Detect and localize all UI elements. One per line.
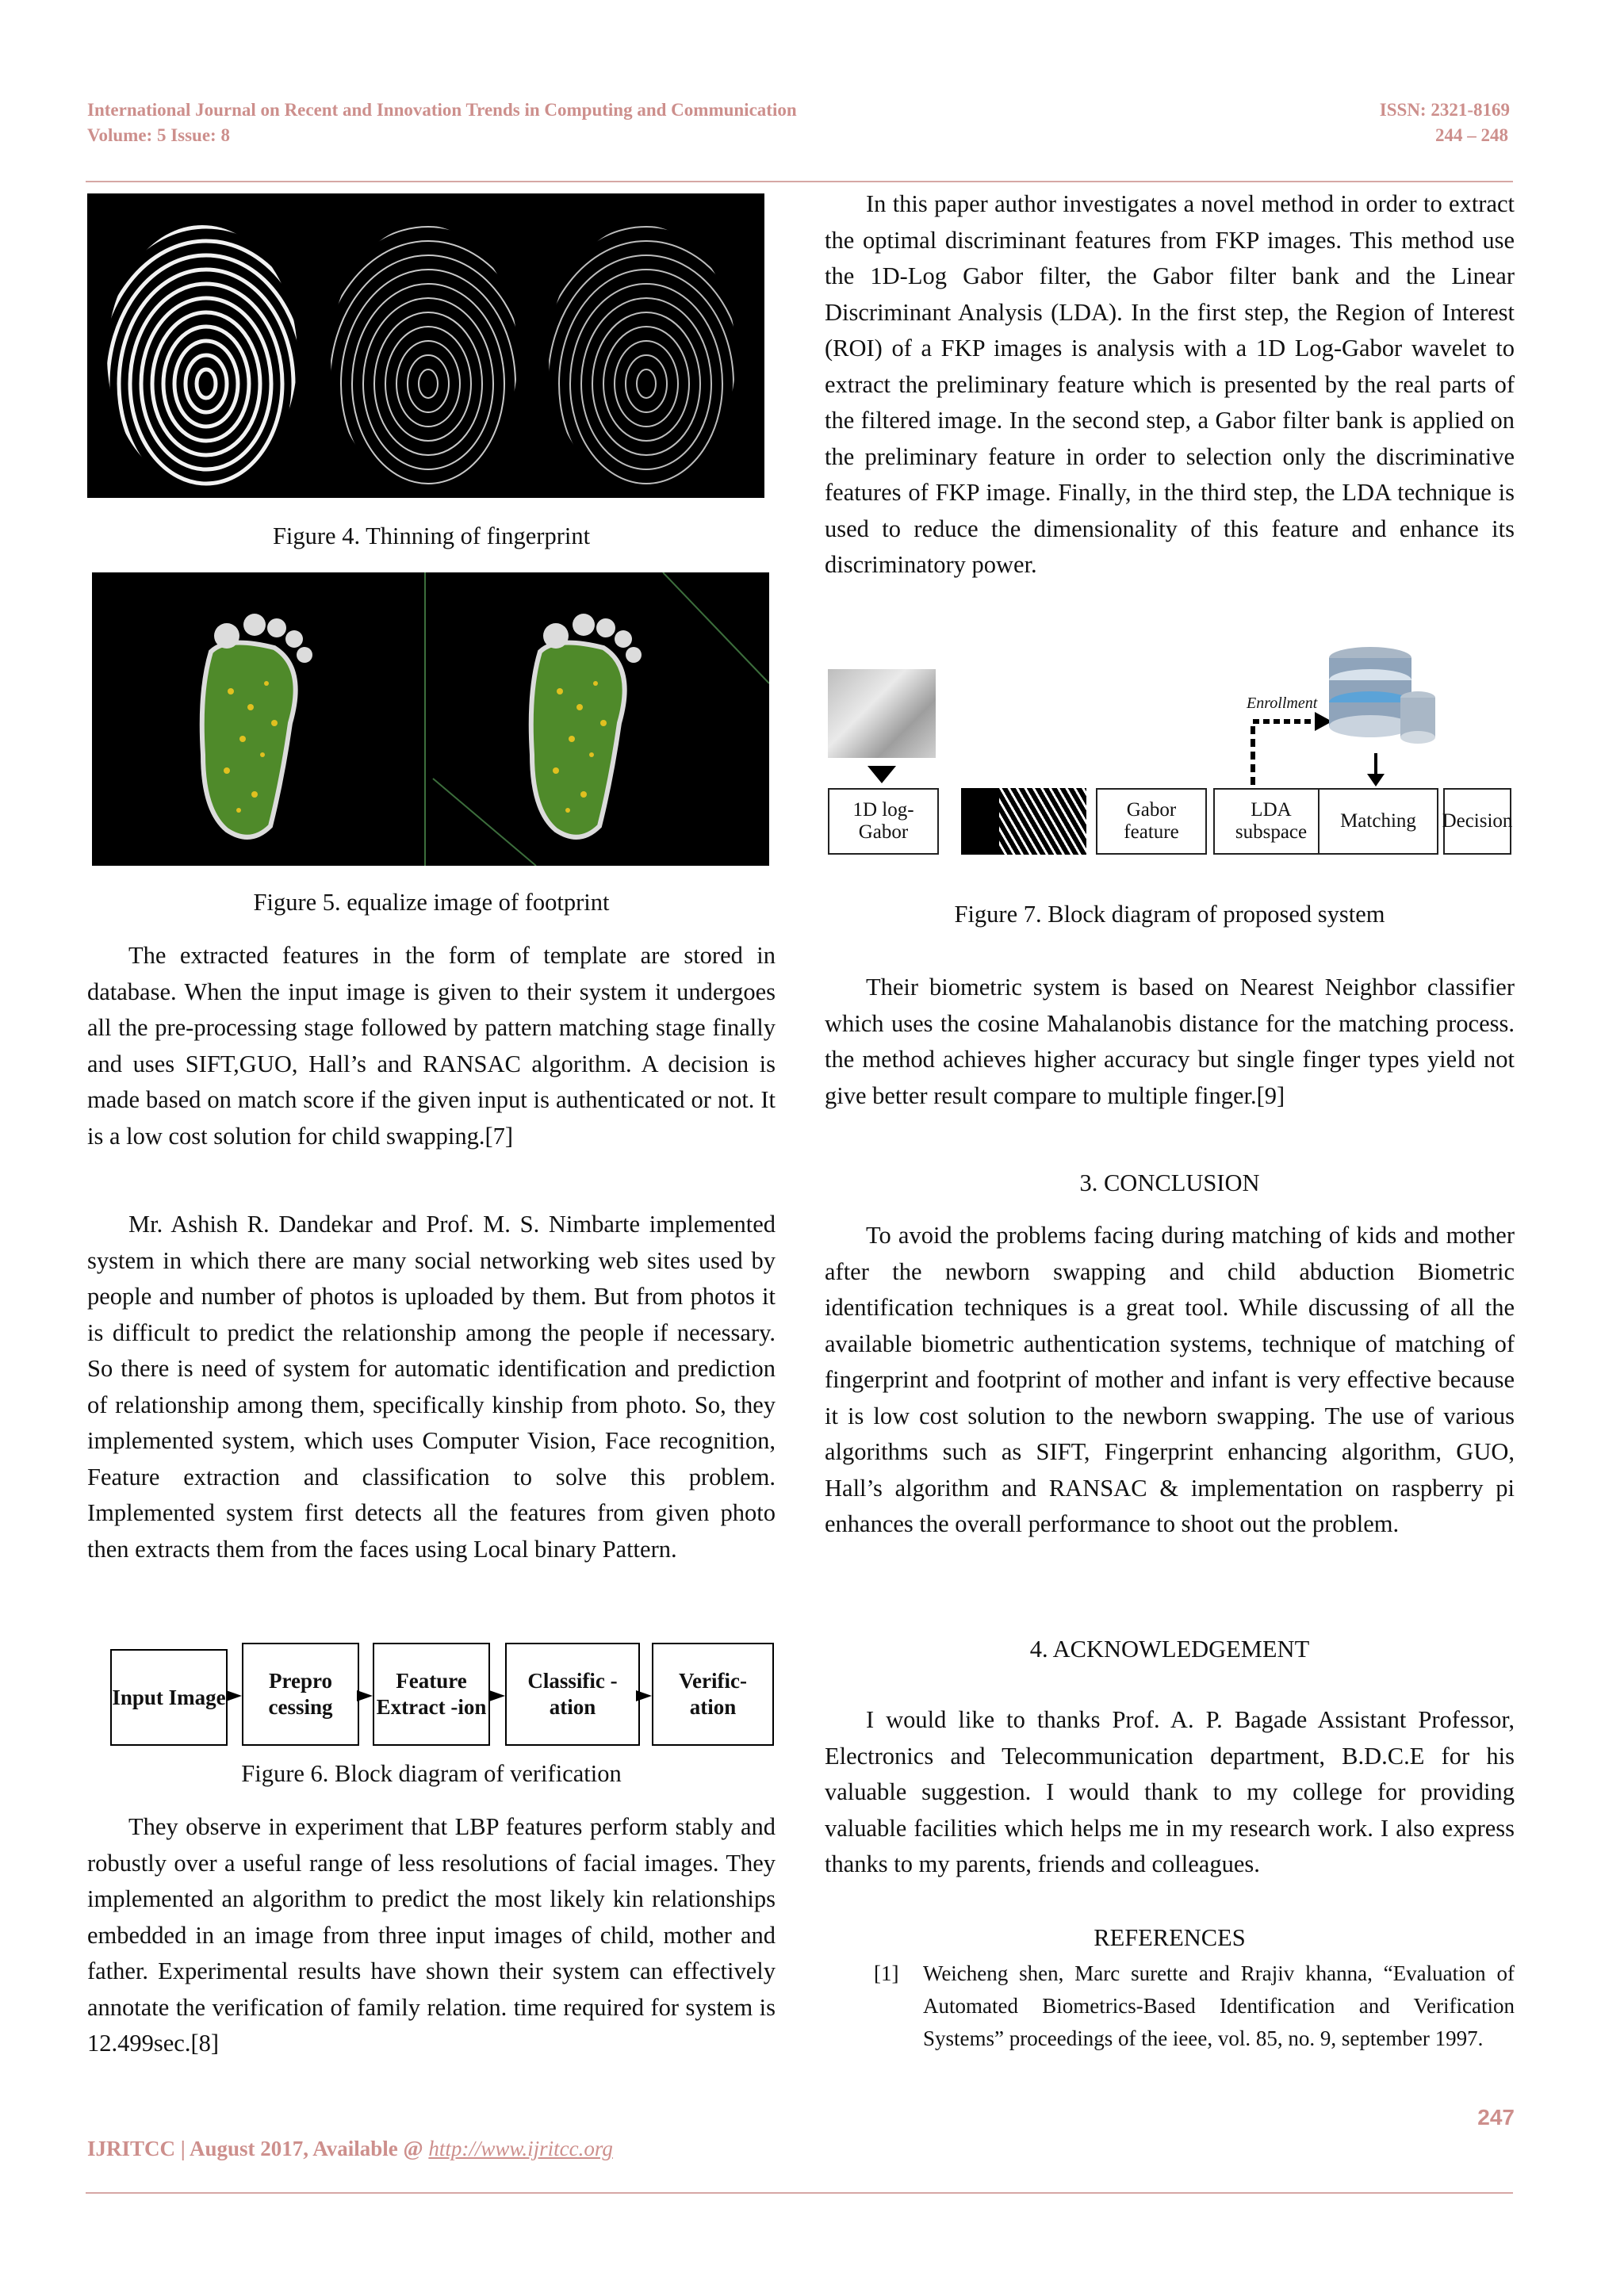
fingerprint-thinning-illustration xyxy=(87,193,764,498)
fig6-box-input-image: Input Image xyxy=(110,1649,228,1746)
footer-left xyxy=(87,2137,613,2161)
fig7-box-log-gabor: 1D log-Gabor xyxy=(828,788,939,855)
figure-5-caption: Figure 5. equalize image of footprint xyxy=(253,889,610,916)
figure-4-caption: Figure 4. Thinning of fingerprint xyxy=(272,522,591,549)
fig6-box-verification: Verific- ation xyxy=(652,1643,774,1746)
fig7-box-gabor-feature: Gabor feature xyxy=(1096,788,1207,855)
footer-text: IJRITCC | August 2017, Available @ xyxy=(87,2137,429,2160)
footprint-equalized-illustration xyxy=(92,572,769,866)
fig6-box-feature-extraction: Feature Extract -ion xyxy=(373,1643,490,1746)
footer-link[interactable]: http://www.ijritcc.org xyxy=(428,2137,613,2160)
conclusion-heading: 3. CONCLUSION xyxy=(1079,1169,1260,1196)
fig7-box-decision: Decision xyxy=(1443,788,1511,855)
issn: ISSN: 2321-8169 xyxy=(1379,100,1510,120)
figure-7-caption: Figure 7. Block diagram of proposed system xyxy=(954,901,1385,928)
figure-5-image xyxy=(92,572,769,866)
figure-4-image xyxy=(87,193,764,498)
acknowledgement-heading: 4. ACKNOWLEDGEMENT xyxy=(1029,1636,1310,1663)
fig6-box-preprocessing: Prepro cessing xyxy=(242,1643,359,1746)
footprint-left xyxy=(202,614,312,837)
reference-1-number: [1] xyxy=(874,1961,899,1985)
fig7-box-matching: Matching xyxy=(1318,788,1438,855)
page-range: 244 – 248 xyxy=(1435,125,1508,145)
left-paragraph-3: They observe in experiment that LBP features perform stably and robustly over a useful range of less resolutions of facial images. They implemented an algorithm to predict the most likely kin relationships embedded in an image from three input images of child, mother and father. Experimental results have shown their system can effectively annotate the verification of family relation. time required for system is 12.499sec.[8] xyxy=(87,1813,776,2057)
fig7-filtered-image-1 xyxy=(950,788,1002,855)
fig7-filtered-image-2 xyxy=(999,788,1086,855)
figure-6-caption: Figure 6. Block diagram of verification xyxy=(241,1760,622,1787)
fig7-box-lda-subspace: LDA subspace xyxy=(1213,788,1329,855)
fig6-arrows xyxy=(95,1684,809,1708)
figure-7-diagram xyxy=(825,634,1515,864)
fig6-box-classification: Classific -ation xyxy=(505,1643,640,1746)
conclusion-paragraph: To avoid the problems facing during matching of kids and mother after the newborn swapping and child abduction Biometric identification techniques is a great tool. While discussing of all the available biometric authentication systems, technique of matching of fingerprint and footprint of mother and infant is very effective because it is low cost solution to the newborn swapping. The use of various algorithms such as SIFT, Fingerprint enhancing algorithm, GUO, Hall’s algorithm and RANSAC & implementation on raspberry pi enhances the overall performance to shoot out the problem. xyxy=(825,1222,1515,1537)
fig7-connectors xyxy=(825,634,1515,793)
database-icon xyxy=(1329,647,1435,744)
volume-issue: Volume: 5 Issue: 8 xyxy=(87,125,230,145)
header-rule xyxy=(86,181,1513,182)
fig7-enrollment-label: Enrollment xyxy=(1247,695,1318,712)
left-paragraph-2: Mr. Ashish R. Dandekar and Prof. M. S. Nimbarte implemented system in which there are many social networking web sites used by people and number of photos is uploaded by them. But from photos it is difficult to predict the relationship among the people if necessary. So there is need of system for automatic identification and prediction of relationship among them, specifically kinship from photo. So, they implemented system, which uses Computer Vision, Face recognition, Feature extraction and classification to solve this problem. Implemented system first detects all the features from given photo then extracts them from the faces using Local binary Pattern. xyxy=(87,1211,776,1563)
journal-title: International Journal on Recent and Innovation Trends in Computing and Communication xyxy=(87,100,797,120)
acknowledgement-paragraph: I would like to thanks Prof. A. P. Bagade Assistant Professor, Electronics and Telecommunication department, B.D.C.E for his valuable suggestion. I would thank to my college for providing valuable facilities which helps me in my research work. I also express thanks to my parents, friends and colleagues. xyxy=(825,1706,1515,1877)
references-heading: REFERENCES xyxy=(1094,1924,1246,1951)
right-paragraph-2: Their biometric system is based on Nearest Neighbor classifier which uses the cosine Mahalanobis distance for the matching process. the method achieves higher accuracy but single finger types yield not give better result compare to multiple finger.[9] xyxy=(825,974,1515,1109)
page-number: 247 xyxy=(1477,2105,1515,2130)
right-paragraph-1: In this paper author investigates a novel method in order to extract the optimal discriminant features from FKP images. This method use the 1D-Log Gabor filter, the Gabor filter bank and the Linear Discriminant Analysis (LDA). In the first step, the Region of Interest (ROI) of a FKP images is analysis with a 1D Log-Gabor wavelet to extract the preliminary feature which is presented by the real parts of the filtered image. In the second step, a Gabor filter bank is applied on the preliminary feature in order to selection only the discriminative features of FKP image. Finally, in the third step, the LDA technique is used to reduce the dimensionality of this feature and enhance its discriminatory power. xyxy=(825,190,1515,578)
footer-rule xyxy=(86,2192,1513,2194)
left-paragraph-1: The extracted features in the form of template are stored in database. When the input image is given to their system it undergoes all the pre-processing stage followed by pattern matching stage finally and uses SIFT,GUO, Hall’s and RANSAC algorithm. A decision is made based on match score if the given input is authenticated or not. It is a low cost solution for child swapping.[7] xyxy=(87,942,776,1150)
footprint-right xyxy=(531,614,642,837)
reference-1-text: Weicheng shen, Marc surette and Rrajiv khanna, “Evaluation of Automated Biometrics-Based Identification and Verification Systems” proceedings of the ieee, vol. 85, no. 9, september 1997. xyxy=(923,1961,1515,2050)
